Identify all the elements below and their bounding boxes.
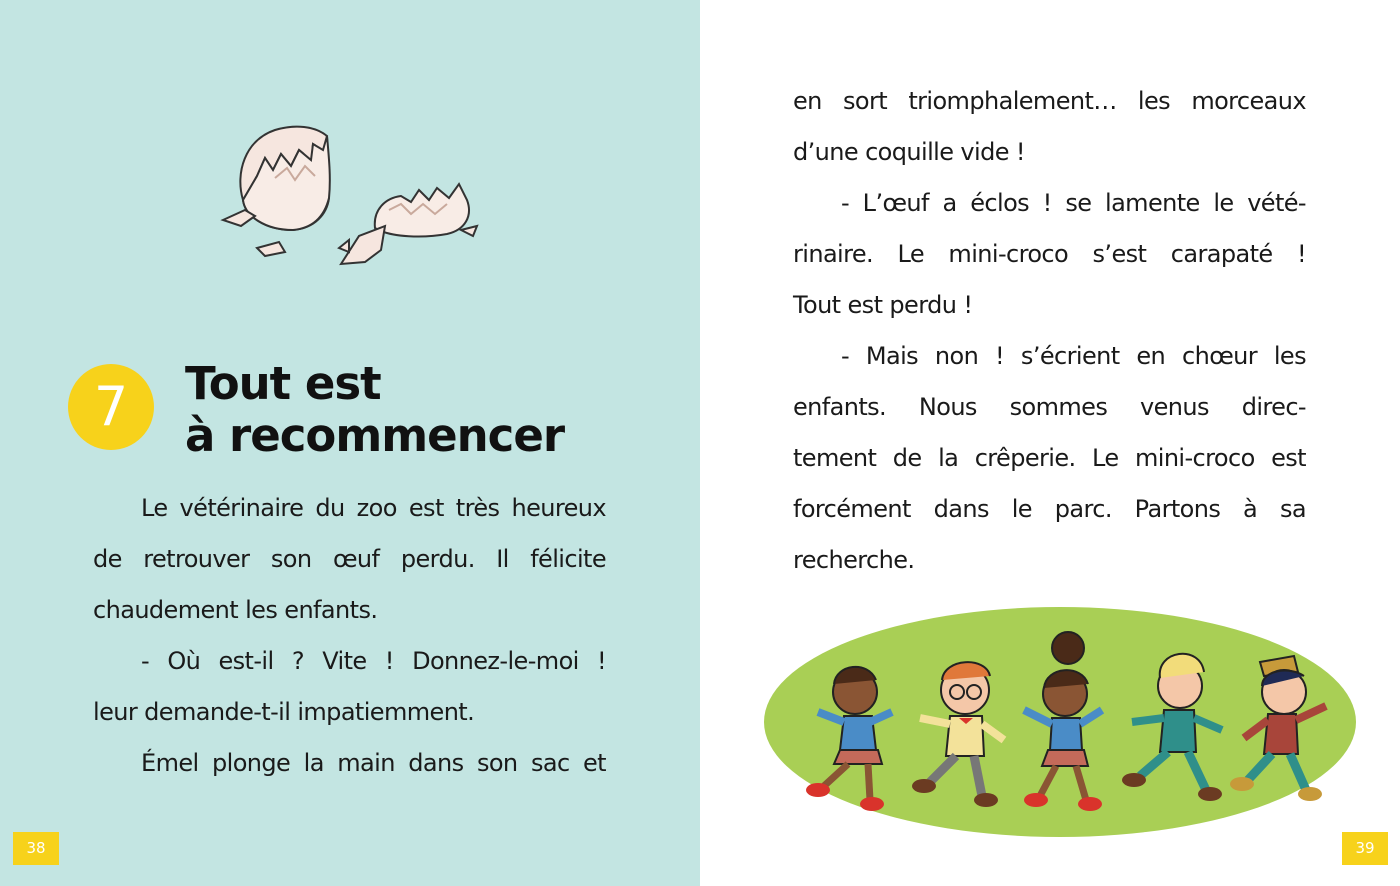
text-line: rinaire. Le mini-croco s’est carapaté ! — [793, 240, 1306, 268]
text-line: enfants. Nous sommes venus direc- — [793, 393, 1306, 421]
text-line: tement de la crêperie. Le mini-croco est — [793, 444, 1306, 472]
chapter-title — [185, 358, 564, 462]
page-number-left: 38 — [13, 832, 59, 865]
chapter-title-line-2: à recommencer — [185, 409, 565, 462]
text-line: Le vétérinaire du zoo est très heureux — [141, 494, 606, 522]
text-line: d’une coquille vide ! — [793, 138, 1025, 166]
text-line: leur demande-t-il impatiemment. — [93, 698, 475, 726]
chapter-title-line-1: Tout est — [185, 357, 381, 410]
text-line: de retrouver son œuf perdu. Il félicite — [93, 545, 606, 573]
text-line: recherche. — [793, 546, 915, 574]
cracked-egg-icon — [215, 118, 485, 278]
right-page-text — [793, 76, 1306, 586]
text-line: - L’œuf a éclos ! se lamente le vété- — [841, 189, 1306, 217]
text-line: Tout est perdu ! — [793, 291, 973, 319]
chapter-badge — [68, 364, 154, 450]
text-line: forcément dans le parc. Partons à sa — [793, 495, 1306, 523]
left-page-text — [93, 483, 606, 789]
text-line: chaudement les enfants. — [93, 596, 378, 624]
text-line: en sort triomphalement… les morceaux — [793, 87, 1306, 115]
chapter-number: 7 — [93, 375, 129, 438]
page-number-right: 39 — [1342, 832, 1388, 865]
running-children-icon — [760, 600, 1360, 840]
text-line: - Mais non ! s’écrient en chœur les — [841, 342, 1306, 370]
text-line: - Où est-il ? Vite ! Donnez-le-moi ! — [141, 647, 606, 675]
text-line: Émel plonge la main dans son sac et — [141, 749, 606, 777]
